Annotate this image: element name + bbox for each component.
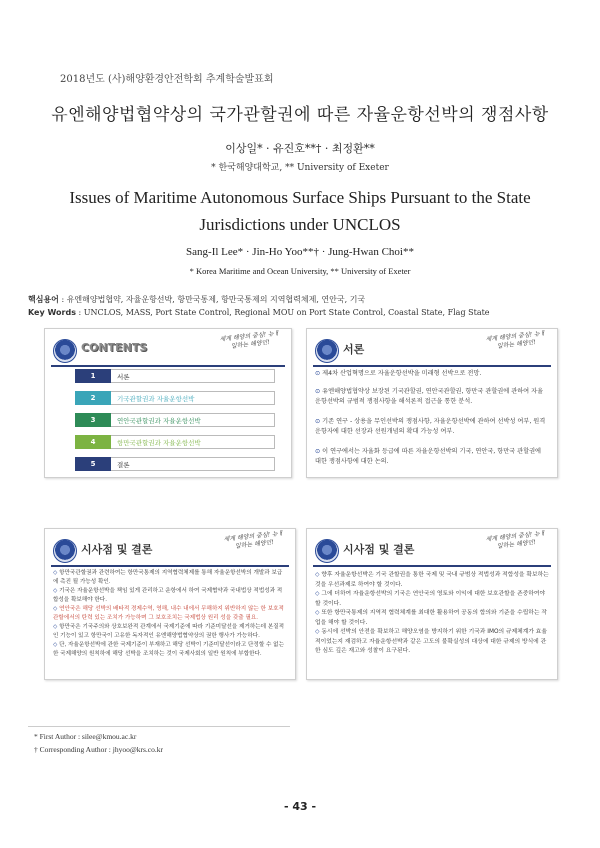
conclusion-bullet-text: 단, 자율운항선박에 관한 국제기준이 부재하고 해당 선박이 기준미달선이라고 단정할 수 없는 한 국제해양의 원칙하에 해당 선박을 조치하는 것이 국제사회의 일반 원칙에 부합한다. (53, 642, 284, 657)
intro-bullet-text: 유엔해양법협약상 보장된 기국관할권, 연안국관할권, 항만국 관할권에 관하여 자율운항선박의 규범적 쟁점사항을 해석론적 접근을 통한 분석. (315, 388, 544, 405)
toc-label: 결론 (111, 457, 275, 471)
header-divider (51, 565, 289, 567)
toc-label: 기국관할권과 자율운항선박 (111, 391, 275, 405)
toc-number: 3 (75, 413, 111, 427)
conference-header: 2018년도 (사)해양환경안전학회 추계학술발표회 (60, 74, 274, 85)
conclusion-bullet-text: 또한 항만국통제의 지역적 협력체계를 최대한 활용하여 공동의 합의와 기준을 수립하는 작업을 해야 할 것이다. (315, 610, 547, 626)
conclusion-bullet-text: 기국은 자율운항선박을 책임 있게 관리하고 운항에서 하여 국제협약과 국내법상 적법성과 적합성을 확보해야 한다. (53, 588, 283, 603)
bullet-icon: ◇ (53, 588, 60, 594)
toc-number: 5 (75, 457, 111, 471)
footnote-corresponding-author: † Corresponding Author : jhyoo@krs.co.kr (34, 745, 163, 754)
university-logo-icon (53, 539, 77, 563)
toc-label: 항만국관할권과 자율운항선박 (111, 435, 275, 449)
bullet-icon: ◇ (53, 606, 60, 612)
intro-bullet-text: 이 연구에서는 자율화 등급에 따른 자율운항선박의 기국, 연안국, 항만국 관할권에 대한 쟁점사항에 대한 논의. (315, 448, 542, 465)
toc-number: 4 (75, 435, 111, 449)
toc-number: 1 (75, 369, 111, 383)
conclusion-right-bullets (315, 571, 549, 657)
toc-number: 2 (75, 391, 111, 405)
contents-title: CONTENTS (81, 341, 148, 354)
korean-affiliation: * 한국해양대학교, ** University of Exeter (211, 163, 389, 173)
english-authors: Sang-Il Lee* · Jin-Ho Yoo**† · Jung-Hwan Choi** (186, 246, 414, 258)
footnote-first-author: * First Author : silee@kmou.ac.kr (34, 732, 137, 741)
toc-item (75, 435, 275, 449)
conclusion-left-title: 시사점 및 결론 (81, 543, 153, 556)
footnote-divider (28, 726, 290, 727)
conclusion-bullet (53, 641, 287, 659)
conclusion-left-bullets (53, 569, 287, 659)
korean-keywords-text: : 유엔해양법협약, 자율운항선박, 항만국통제, 항만국통제의 지역협력체제, 연안국, 기국 (61, 295, 366, 304)
english-keywords-text: : UNCLOS, MASS, Port State Control, Regional MOU on Port State Control, Coastal State, Flag State (78, 308, 490, 317)
english-title-line1: Issues of Maritime Autonomous Surface Ships Pursuant to the State (69, 188, 531, 207)
bullet-icon: ◇ (53, 642, 60, 648)
bullet-icon: ◇ (315, 629, 322, 635)
toc-item (75, 391, 275, 405)
university-logo-icon (315, 539, 339, 563)
korean-authors: 이상일* · 유진호**† · 최정환** (225, 142, 375, 155)
bullet-icon: ⊙ (315, 370, 323, 377)
intro-bullet (315, 387, 547, 407)
bullet-icon: ⊙ (315, 418, 323, 425)
bullet-icon: ◇ (315, 610, 322, 616)
contents-slide (44, 328, 292, 478)
conclusion-bullet-text: 연안국은 해당 선박의 배타적 경제수역, 영해, 내수 내에서 무해하지 위반하지 않는 한 보호적 관할에서의 탄력 있는 조치가 가능하며 그 보호조치는 국제법상 원리 성을 갖출 필요. (53, 606, 284, 621)
intro-slide (306, 328, 558, 478)
conclusion-bullet (53, 587, 287, 605)
intro-bullet (315, 447, 547, 467)
bullet-icon: ◇ (53, 570, 60, 576)
conclusion-left-slide (44, 528, 296, 680)
toc-item (75, 369, 275, 383)
university-logo-icon (315, 339, 339, 363)
slogan: 세계 해양의 중심! 뉴ㅐ일하는 해양인! (485, 329, 546, 351)
slogan: 세계 해양의 중심! 뉴ㅐ일하는 해양인! (485, 529, 546, 551)
toc-label: 연안국관할권과 자율운항선박 (111, 413, 275, 427)
page-number: - 43 - (283, 800, 317, 813)
english-affiliation: * Korea Maritime and Ocean University, ** University of Exeter (189, 266, 411, 276)
english-title-line2: Jurisdictions under UNCLOS (199, 215, 401, 234)
bullet-icon: ◇ (315, 572, 322, 578)
intro-bullet-text: 제4차 산업혁명으로 자율운항선박을 미래형 선박으로 전망. (322, 370, 482, 377)
conclusion-bullet-text: 향후 자율운항선박은 기국 관할권을 통한 국제 및 국내 규범상 적법성과 적합성을 확보하는 것을 우선과제로 하여야 할 것이다. (315, 572, 549, 588)
conclusion-right-slide (306, 528, 558, 680)
toc-label: 서론 (111, 369, 275, 383)
header-divider (313, 365, 551, 367)
header-divider (313, 565, 551, 567)
slogan: 세계 해양의 중심! 뉴ㅐ일하는 해양인! (223, 529, 284, 551)
bullet-icon: ⊙ (315, 388, 323, 395)
slide-header (307, 529, 557, 567)
english-keywords-label: Key Words (28, 308, 76, 317)
conclusion-bullet (315, 609, 549, 628)
korean-title: 유엔해양법협약상의 국가관할권에 따른 자율운항선박의 쟁점사항 (51, 105, 549, 125)
conclusion-bullet (315, 571, 549, 590)
conclusion-right-title: 시사점 및 결론 (343, 543, 415, 556)
conclusion-bullet-text: 항만국관할권과 관련하여는 항만국통제의 지역협력체제를 통해 자율운항선박의 개발과 보급에 촉진 될 가능성 확인. (53, 570, 283, 585)
conclusion-bullet (53, 605, 287, 623)
conclusion-bullet-text: 동시에 선박의 안전을 확보하고 해양오염을 방지하기 위한 기국과 IMO의 규제체계가 효율적이었는지 재검하고 자율운항선박과 같은 고도의 불확실성의 대상에 대한 규제의 방식에 관한 심도 깊은 재고와 성찰이 요구된다. (315, 629, 548, 654)
english-title (40, 184, 560, 238)
slide-header (45, 329, 291, 367)
university-logo-icon (53, 339, 77, 363)
intro-title: 서론 (343, 343, 365, 356)
toc-item (75, 413, 275, 427)
intro-bullet (315, 369, 547, 379)
conclusion-bullet (53, 569, 287, 587)
slide-header (45, 529, 295, 567)
bullet-icon: ◇ (315, 591, 322, 597)
intro-bullet (315, 417, 547, 437)
header-divider (51, 365, 285, 367)
conclusion-bullet (315, 628, 549, 657)
intro-bullet-text: 기존 연구 - 상용을 무인선박의 쟁점사항, 자율운항선박에 관하여 선박성 여부, 원격운항자에 대한 선장과 선원개념의 확대 가능성 여부. (315, 418, 546, 435)
korean-keywords (28, 294, 365, 305)
korean-keywords-label: 핵심용어 (28, 295, 59, 304)
toc-item (75, 457, 275, 471)
conclusion-bullet (315, 590, 549, 609)
bullet-icon: ⊙ (315, 448, 323, 455)
conclusion-bullet (53, 623, 287, 641)
conclusion-bullet-text: 그에 더하여 자율운항선박의 기국은 연안국의 영토와 이익에 대한 보호관할을 존중하여야 할 것이다. (315, 591, 546, 607)
slogan: 세계 해양의 중심! 뉴ㅐ일하는 해양인! (219, 329, 280, 351)
conclusion-bullet-text: 항만국은 기국주의와 상호보완적 관계에서 국제기준에 따라 기준미달선을 제거하는데 본질적인 기능이 있고 항만국이 고유한 독자적인 유엔해양법협약상의 권한 행사가 가능하다. (53, 624, 285, 639)
bullet-icon: ◇ (53, 624, 60, 630)
english-keywords (28, 308, 490, 317)
slide-header (307, 329, 557, 367)
